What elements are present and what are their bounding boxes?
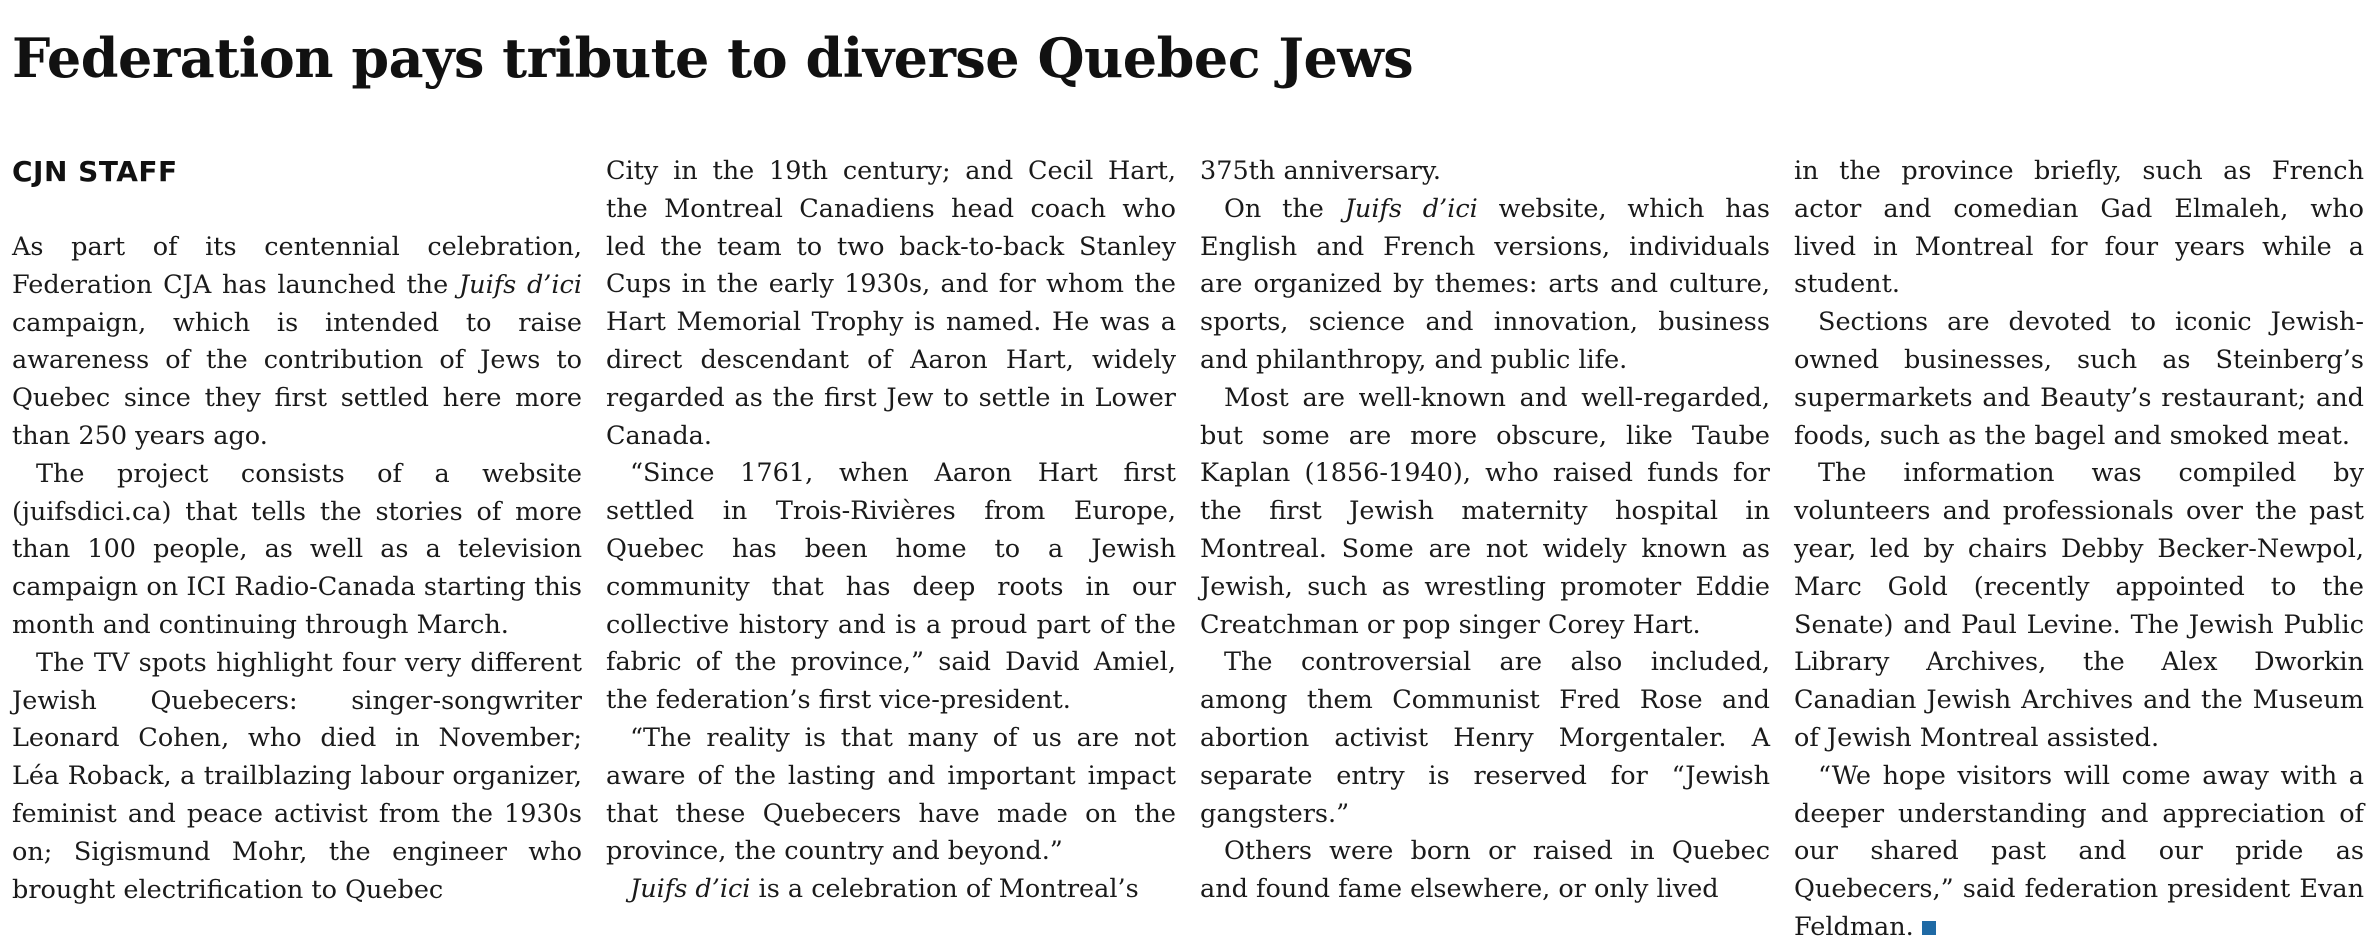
campaign-name: Juifs d’ici — [630, 874, 751, 905]
paragraph — [606, 871, 1176, 909]
headline: Federation pays tribute to diverse Quebec Jews — [12, 26, 1414, 90]
text-run: “We hope visitors will come away with a deeper understanding and appreciation of our shared past and our pride as Quebecers,” said federation president Evan Feldman. — [1794, 760, 2364, 942]
paragraph — [1200, 191, 1770, 380]
article-column-4 — [1794, 153, 2364, 947]
paragraph: Others were born or raised in Quebec and found fame elsewhere, or only lived — [1200, 836, 1770, 905]
byline: CJN STAFF — [12, 155, 178, 188]
paragraph: Most are well-known and well-regarded, but some are more obscure, like Taube Kaplan (1856-1940), who raised funds for the first Jewish maternity hospital in Montreal. Some are not widely known as Jewish, such as wrestling promoter Eddie Creatchman or pop singer Corey Hart. — [1200, 382, 1770, 640]
campaign-name: Juifs d’ici — [1344, 193, 1478, 224]
campaign-name: Juifs d’ici — [458, 269, 582, 300]
article-column-2 — [606, 153, 1176, 909]
paragraph: in the province briefly, such as French actor and comedian Gad Elmaleh, who lived in Montreal for four years while a student. — [1794, 156, 2364, 300]
paragraph — [12, 229, 582, 456]
paragraph: Sections are devoted to iconic Jewish-owned businesses, such as Steinberg’s supermarkets and Beauty’s restaurant; and foods, such as the bagel and smoked meat. — [1794, 307, 2364, 451]
paragraph: City in the 19th century; and Cecil Hart, the Montreal Canadiens head coach who led the team to two back-to-back Stanley Cups in the early 1930s, and for whom the Hart Memorial Trophy is named. He was a direct descendant of Aaron Hart, widely regarded as the first Jew to settle in Lower Canada. — [606, 156, 1176, 451]
paragraph: “Since 1761, when Aaron Hart first settled in Trois-Rivières from Europe, Quebec has been home to a Jewish community that has deep roots in our collective history and is a proud part of the fabric of the province,” said David Amiel, the federation’s first vice-president. — [606, 458, 1176, 716]
paragraph: 375th anniversary. — [1200, 156, 1441, 186]
text-run: website, which has English and French versions, individuals are organized by themes: arts and culture, sports, science and innovation, business and philanthropy, and public life. — [1200, 193, 1770, 375]
paragraph: The controversial are also included, among them Communist Fred Rose and abortion activist Henry Morgentaler. A separate entry is reserved for “Jewish gangsters.” — [1200, 647, 1770, 829]
text-run: campaign, which is intended to raise awareness of the contribution of Jews to Quebec since they first settled here more than 250 years ago. — [12, 307, 582, 451]
article-column-1 — [12, 229, 582, 909]
paragraph: The project consists of a website (juifsdici.ca) that tells the stories of more than 100 people, as well as a television campaign on ICI Radio-Canada starting this month and continuing through March. — [12, 458, 582, 640]
paragraph: The TV spots highlight four very different Jewish Quebecers: singer-songwriter Leonard Cohen, who died in November; Léa Roback, a trailblazing labour organizer, feminist and peace activist from the 1930s on; Sigismund Mohr, the engineer who brought electrification to Quebec — [12, 647, 582, 905]
text-run: is a celebration of Montreal’s — [750, 874, 1139, 905]
text-run: On the — [1224, 193, 1345, 224]
end-of-article-icon — [1922, 921, 1936, 935]
paragraph — [1794, 758, 2364, 947]
article-column-3 — [1200, 153, 1770, 909]
text-run: As part of its centennial celebration, Federation CJA has launched the — [12, 232, 582, 300]
paragraph: The information was compiled by volunteers and professionals over the past year, led by chairs Debby Becker-Newpol, Marc Gold (recently appointed to the Senate) and Paul Levine. The Jewish Public Library Archives, the Alex Dworkin Canadian Jewish Archives and the Museum of Jewish Montreal assisted. — [1794, 458, 2364, 753]
paragraph: “The reality is that many of us are not aware of the lasting and important impact that these Quebecers have made on the province, the country and beyond.” — [606, 722, 1176, 867]
